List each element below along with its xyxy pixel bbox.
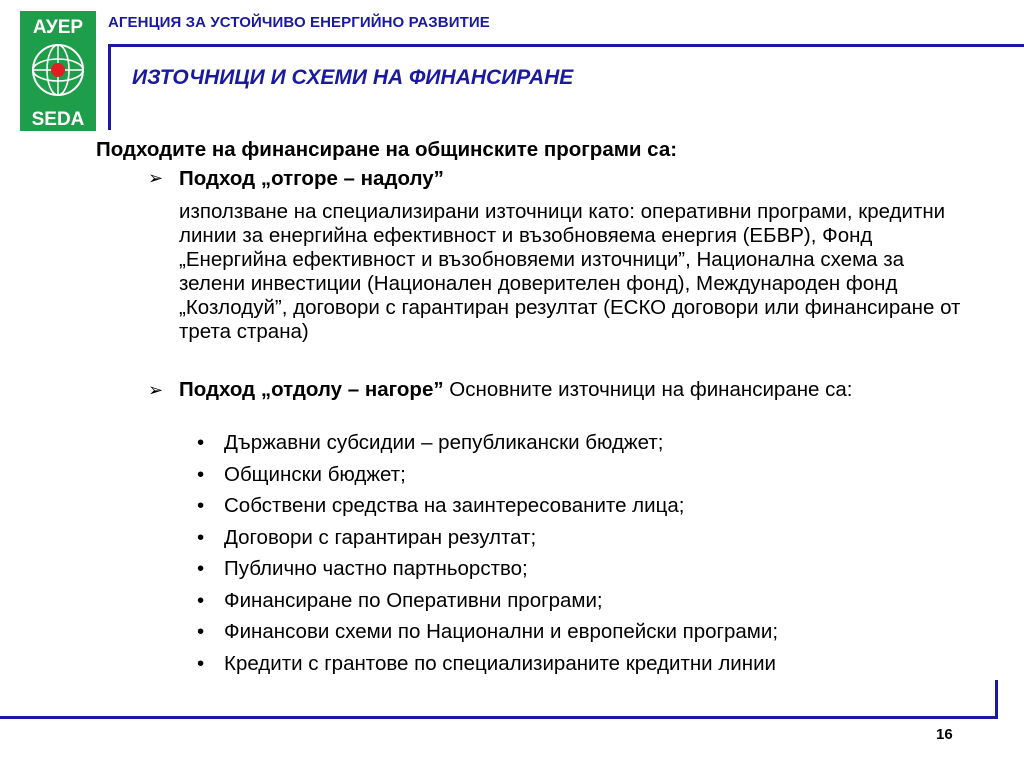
list-item: • Кредити с грантове по специализираните кредитни линии — [197, 651, 776, 675]
bullet-dot-icon: • — [197, 588, 205, 612]
list-item: • Финансиране по Оперативни програми; — [197, 588, 603, 612]
footer-divider — [0, 716, 998, 719]
logo-text-bottom: SEDA — [31, 109, 85, 130]
bullet-dot-icon: • — [197, 494, 205, 517]
bullet-dot-icon: • — [197, 620, 205, 643]
approach-1-title: Подход „отгоре – надолу” — [179, 167, 444, 190]
logo-text-top: АУЕР — [32, 17, 84, 38]
bullet-dot-icon: • — [197, 431, 205, 454]
page-number: 16 — [936, 726, 953, 743]
approach-2-text — [179, 378, 879, 402]
approach-2-rest: Основните източници на финансиране са: — [443, 378, 853, 401]
footer-right-bar — [995, 680, 998, 719]
approach-1-description: използване на специализирани източници като: оперативни програми, кредитни линии за енергийна ефективност и възобновяема енергия (ЕБВР), Фонд „Енергийна ефективност и възобновяеми източници”, Национална схема за зелени инвестиции (Национален доверителен фонд), Международен фонд „Козлодуй”, договори с гарантиран резултат (ЕСКО договори или финансиране от трета страна) — [179, 200, 961, 343]
bullet-dot-icon: • — [197, 462, 205, 486]
list-item: • Договори с гарантиран резултат; — [197, 525, 537, 549]
arrow-bullet-icon: ➢ — [148, 380, 164, 400]
header-divider — [108, 44, 1024, 47]
bullet-dot-icon: • — [197, 651, 205, 675]
intro-heading: Подходите на финансиране на общинските програми са: — [96, 138, 678, 161]
seda-logo — [20, 11, 96, 131]
list-item: • Финансови схеми по Национални и европейски програми; — [197, 620, 779, 643]
arrow-bullet-icon: ➢ — [148, 168, 164, 188]
slide-title: ИЗТОЧНИЦИ И СХЕМИ НА ФИНАНСИРАНЕ — [132, 66, 574, 89]
list-item: • Собствени средства на заинтересованите лица; — [197, 494, 685, 517]
list-item: • Държавни субсидии – републикански бюджет; — [197, 431, 664, 454]
title-left-bar — [108, 44, 111, 130]
logo-globe-icon — [33, 45, 83, 95]
bullet-dot-icon: • — [197, 557, 205, 580]
bullet-dot-icon: • — [197, 525, 205, 549]
list-item: • Общински бюджет; — [197, 462, 406, 486]
funding-sources-list — [197, 431, 778, 683]
org-name: АГЕНЦИЯ ЗА УСТОЙЧИВО ЕНЕРГИЙНО РАЗВИТИЕ — [108, 14, 490, 31]
approach-2-title: Подход „отдолу – нагоре” — [179, 378, 444, 401]
list-item: • Публично частно партньорство; — [197, 557, 528, 580]
